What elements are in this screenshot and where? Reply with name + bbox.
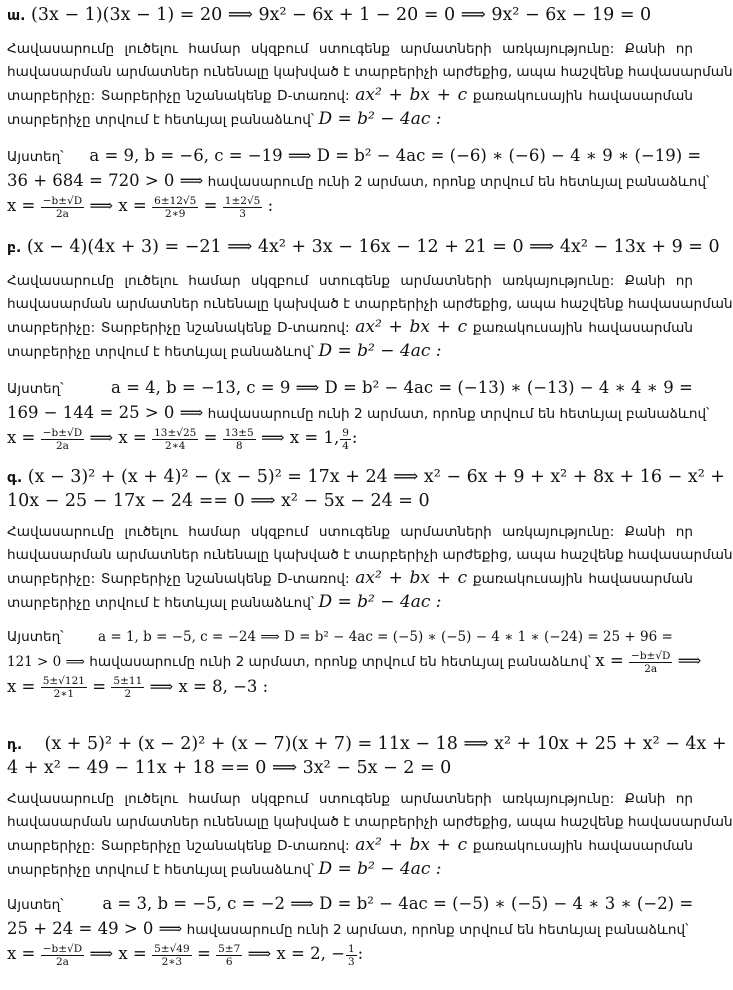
- solution-line-2: 25 + 24 = 49 > 0 ⟹ հավասարումը ունի 2 արմատ, որոնք տրվում են հետևյալ բանաձևով՝: [7, 919, 689, 938]
- solution-line-3: x = $\frac{-b\pm√D}{2a}$ ⟹ x = $\frac{13\pm√25}{2∗4}$ = $\frac{13\pm 5}{8}$ ⟹ x = 1, $\frac{9}{4}$ :: [7, 426, 358, 452]
- section-a: [7, 4, 733, 220]
- fraction: $\frac{-b\pm√D}{2a}$: [42, 194, 83, 220]
- section-d-solution: [7, 892, 693, 968]
- section-d-eq-line-1: (x + 5)² + (x − 2)² + (x − 7)(x + 7) = 11x − 18 ⟹ x² + 10x + 25 + x² − 4x +: [44, 734, 727, 754]
- explanation-line-2: հավասարման արմատներ ունենալը կախված է տարբերիչի արժեքից, ապա հաշվենք հավասարման: [7, 64, 733, 80]
- fraction: $\frac{-b\pm√D}{2a}$: [631, 649, 671, 675]
- section-a-equation: [7, 4, 693, 28]
- section-c-explanation: [7, 521, 733, 615]
- fraction: $\frac{5\pm 7}{6}$: [218, 942, 241, 968]
- explanation-line-1: Հավասարումը լուծելու համար սկզբում ստուգենք արմատների առկայությունը: Քանի որ: [7, 273, 693, 289]
- fraction: $\frac{-b\pm√D}{2a}$: [42, 942, 83, 968]
- fraction: $\frac{6\pm 12√5}{2∗9}$: [154, 194, 197, 220]
- fraction: $\frac{-b\pm√D}{2a}$: [42, 426, 83, 452]
- solution-line-3: x = $\frac{-b\pm√D}{2a}$ ⟹ x = $\frac{5\pm√49}{2∗3}$ = $\frac{5\pm 7}{6}$ ⟹ x = 2, − $\frac{1}{3}$ :: [7, 942, 364, 968]
- section-c-equation: [7, 466, 725, 490]
- section-d-explanation: [7, 788, 733, 882]
- fraction: $\frac{5\pm 11}{2}$: [113, 675, 143, 700]
- explanation-line-4: տարբերիչը տրվում է հետևյալ բանաձևով՝ D = b² − 4ac :: [7, 592, 442, 612]
- solution-line-2: 121 > 0 ⟹ հավասարումը ունի 2 արմատ, որոնք տրվում են հետևյալ բանաձևով՝ x = $\frac{-b\pm√D}{2a}$ ⟹: [7, 649, 702, 675]
- fraction: $\frac{5\pm√49}{2∗3}$: [154, 942, 190, 968]
- solution-line-1: Այստեղ՝ a = 4, b = −13, c = 9 ⟹ D = b² − 4ac = (−13) ∗ (−13) − 4 ∗ 4 ∗ 9 =: [7, 378, 693, 397]
- explanation-line-2: հավասարման արմատներ ունենալը կախված է տարբերիչի արժեքից, ապա հաշվենք հավասարման: [7, 814, 733, 830]
- fraction: $\frac{13\pm 5}{8}$: [224, 426, 254, 452]
- section-d: [7, 733, 733, 968]
- explanation-line-1: Հավասարումը լուծելու համար սկզբում ստուգենք արմատների առկայությունը: Քանի որ: [7, 524, 693, 540]
- section-b-explanation: [7, 270, 733, 364]
- explanation-line-3: տարբերիչը: Տարբերիչը նշանակենք D-տառով: ax² + bx + c քառակուսային հավասարման: [7, 835, 693, 855]
- explanation-line-1: Հավասարումը լուծելու համար սկզբում ստուգենք արմատների առկայությունը: Քանի որ: [7, 791, 693, 807]
- solution-line-2: 169 − 144 = 25 > 0 ⟹ հավասարումը ունի 2 արմատ, որոնք տրվում են հետևյալ բանաձևով՝: [7, 403, 710, 422]
- fraction: $\frac{13\pm√25}{2∗4}$: [154, 426, 197, 452]
- section-c: [7, 466, 733, 700]
- section-b-eq-line-1: (x − 4)(4x + 3) = −21 ⟹ 4x² + 3x − 16x − 12 + 21 = 0 ⟹ 4x² − 13x + 9 = 0: [26, 237, 720, 257]
- explanation-line-3: տարբերիչը: Տարբերիչը նշանակենք D-տառով: ax² + bx + c քառակուսային հավասարման: [7, 568, 693, 588]
- section-b-label: բ.: [7, 240, 22, 256]
- solution-line-3: x = $\frac{-b\pm√D}{2a}$ ⟹ x = $\frac{6\pm 12√5}{2∗9}$ = $\frac{1\pm 2√5}{3}$ :: [7, 194, 274, 220]
- section-c-label: գ.: [7, 470, 23, 486]
- explanation-line-4: տարբերիչը տրվում է հետևյալ բանաձևով՝ D = b² − 4ac :: [7, 341, 442, 361]
- section-c-solution: [7, 625, 702, 700]
- section-a-solution: [7, 144, 710, 220]
- section-d-eq-line-2: 4 + x² − 49 − 11x + 18 == 0 ⟹ 3x² − 5x − 2 = 0: [7, 758, 452, 778]
- solution-line-1: Այստեղ՝ a = 9, b = −6, c = −19 ⟹ D = b² − 4ac = (−6) ∗ (−6) − 4 ∗ 9 ∗ (−19) =: [7, 146, 702, 165]
- fraction: $\frac{1\pm 2√5}{3}$: [224, 194, 261, 220]
- section-b-solution: [7, 376, 710, 452]
- explanation-line-2: հավասարման արմատներ ունենալը կախված է տարբերիչի արժեքից, ապա հաշվենք հավասարման: [7, 296, 733, 312]
- solution-line-1: Այստեղ՝ a = 1, b = −5, c = −24 ⟹ D = b² − 4ac = (−5) ∗ (−5) − 4 ∗ 1 ∗ (−24) = 25 + 96 =: [7, 629, 673, 645]
- section-b-equation: [7, 236, 720, 260]
- section-d-label: դ.: [7, 737, 23, 753]
- explanation-line-4: տարբերիչը տրվում է հետևյալ բանաձևով՝ D = b² − 4ac :: [7, 109, 442, 129]
- section-a-eq-line-1: (3x − 1)(3x − 1) = 20 ⟹ 9x² − 6x + 1 − 20 = 0 ⟹ 9x² − 6x − 19 = 0: [31, 5, 652, 25]
- section-a-label: ա.: [7, 8, 26, 24]
- solution-line-3: x = $\frac{5\pm√121}{2∗1}$ = $\frac{5\pm 11}{2}$ ⟹ x = 8, −3 :: [7, 675, 269, 700]
- explanation-line-3: տարբերիչը: Տարբերիչը նշանակենք D-տառով: ax² + bx + c քառակուսային հավասարման: [7, 317, 693, 337]
- section-c-eq-line-1: (x − 3)² + (x + 4)² − (x − 5)² = 17x + 24 ⟹ x² − 6x + 9 + x² + 8x + 16 − x² +: [27, 467, 725, 487]
- solution-line-2: 36 + 684 = 720 > 0 ⟹ հավասարումը ունի 2 արմատ, որոնք տրվում են հետևյալ բանաձևով՝: [7, 171, 710, 190]
- fraction: $\frac{1}{3}$: [347, 942, 355, 968]
- fraction: $\frac{5\pm√121}{2∗1}$: [42, 675, 85, 700]
- fraction: $\frac{9}{4}$: [342, 426, 349, 452]
- explanation-line-2: հավասարման արմատներ ունենալը կախված է տարբերիչի արժեքից, ապա հաշվենք հավասարման: [7, 547, 733, 563]
- section-b: [7, 236, 733, 452]
- section-d-equation: [7, 733, 727, 757]
- section-a-explanation: [7, 38, 733, 132]
- solution-line-1: Այստեղ՝ a = 3, b = −5, c = −2 ⟹ D = b² − 4ac = (−5) ∗ (−5) − 4 ∗ 3 ∗ (−2) =: [7, 894, 694, 913]
- explanation-line-4: տարբերիչը տրվում է հետևյալ բանաձևով՝ D = b² − 4ac :: [7, 859, 442, 879]
- section-c-eq-line-2: 10x − 25 − 17x − 24 == 0 ⟹ x² − 5x − 24 = 0: [7, 491, 430, 511]
- explanation-line-3: տարբերիչը: Տարբերիչը նշանակենք D-տառով: ax² + bx + c քառակուսային հավասարման: [7, 85, 693, 105]
- explanation-line-1: Հավասարումը լուծելու համար սկզբում ստուգենք արմատների առկայությունը: Քանի որ: [7, 41, 693, 57]
